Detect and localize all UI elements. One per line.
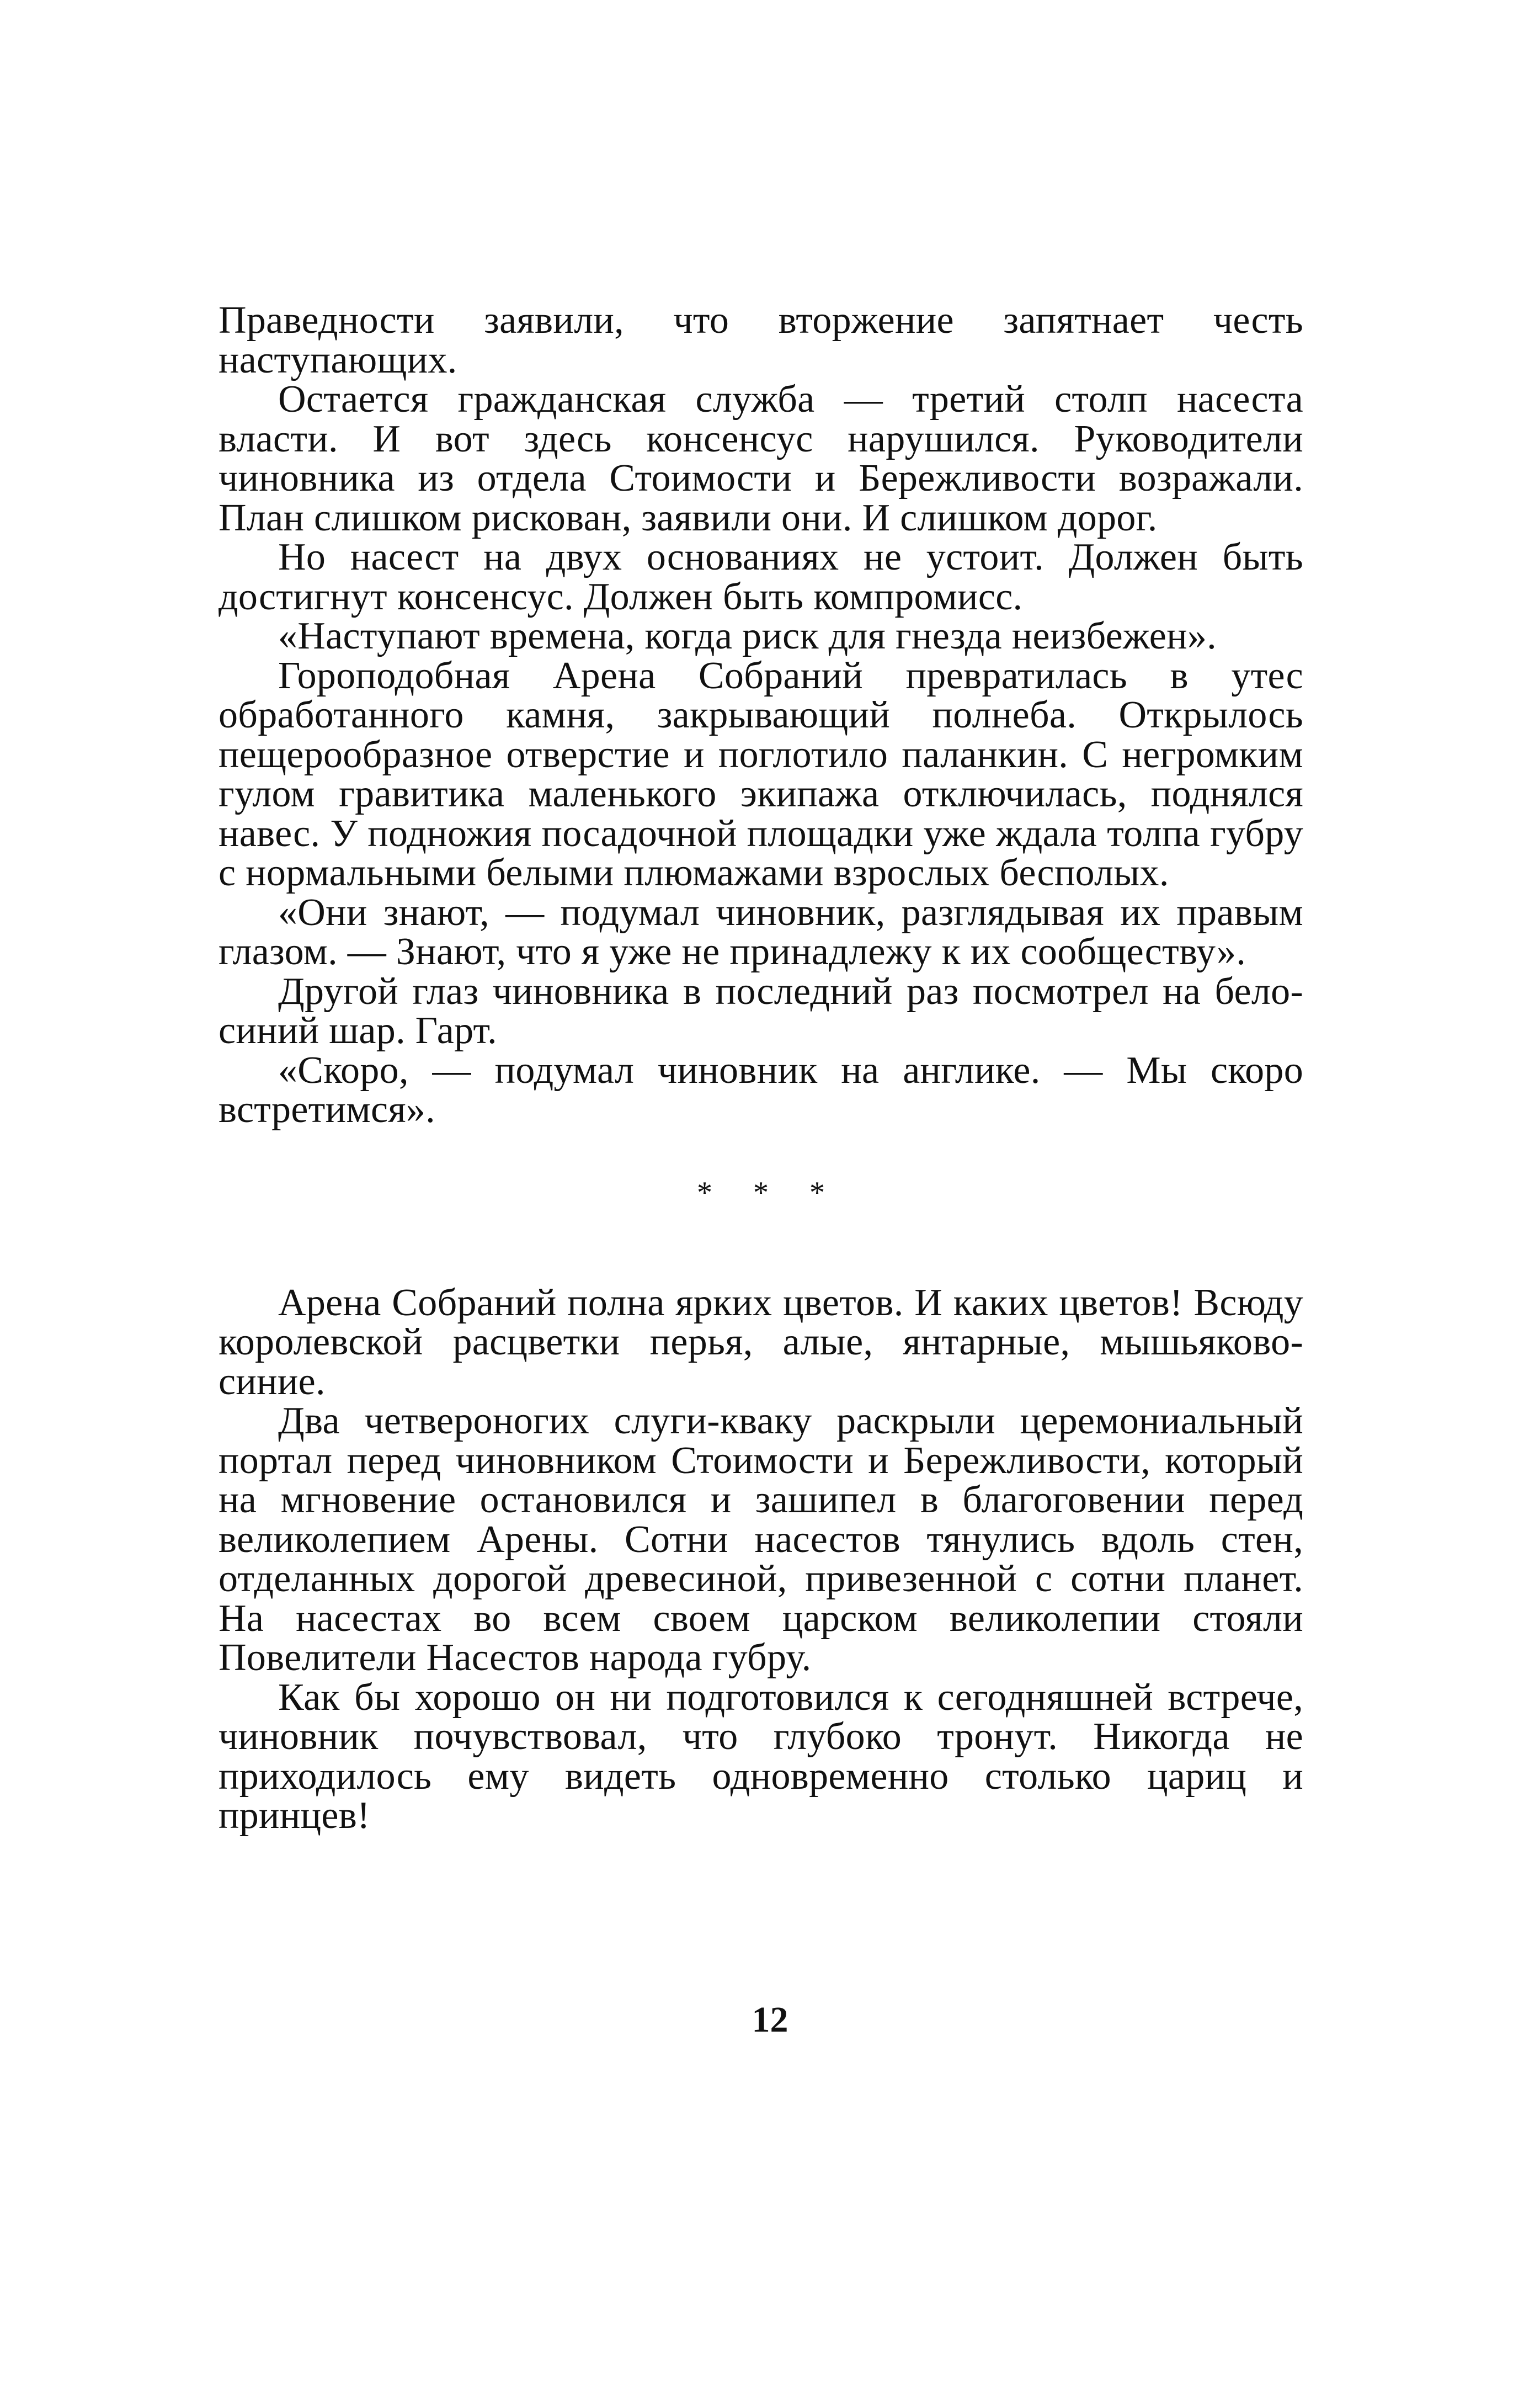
text-block-bottom [219,1283,1303,1836]
section-break: * * * [697,1175,841,1210]
paragraph: «Наступают времена, когда риск для гнезда неизбежен». [278,615,1217,657]
text-block-top [219,301,1303,1130]
paragraph: «Они знают, — подумал чиновник, разглядывая их правым глазом. — Знают, что я уже не принадлежу к их сообществу». [219,891,1303,973]
paragraph: Два четвероногих слуги-кваку раскрыли церемониальный портал перед чиновником Стоимости и Бережливости, который на мгновение остановился и зашипел в благоговении перед великолепием Арены. Сотни насестов тянулись вдоль стен, отделанных дорогой древесиной, привезенной с сотни планет. На насестах во всем своем царском великолепии стояли Повелители Насестов народа губру. [219,1400,1303,1679]
page-number: 12 [752,2000,788,2040]
paragraph: Гороподобная Арена Собраний превратилась в утес обработанного камня, закрывающий полнеба. Открылось пещерообразное отверстие и поглотило паланкин. С негромким гулом гравитика маленького экипажа отключилась, поднялся навес. У подножия посадочной площадки уже ждала толпа губру с нормальными белыми плюмажами взрослых бесполых. [219,654,1303,894]
paragraph: Арена Собраний полна ярких цветов. И каких цветов! Всюду королевской расцветки перья, алые, янтарные, мышьяково-синие. [219,1281,1303,1403]
paragraph: Как бы хорошо он ни подготовился к сегодняшней встрече, чиновник почувствовал, что глубоко тронут. Никогда не приходилось ему видеть одновременно столько цариц и принцев! [219,1676,1303,1837]
paragraph: Праведности заявили, что вторжение запятнает честь наступающих. [219,299,1303,381]
page-body [219,301,1303,1836]
paragraph: Остается гражданская служба — третий столп насеста власти. И вот здесь консенсус нарушился. Руководители чиновника из отдела Стоимости и Бережливости возражали. План слишком рискован, заявили они. И слишком дорог. [219,378,1303,539]
paragraph: «Скоро, — подумал чиновник на англике. — Мы скоро встретимся». [219,1049,1303,1131]
paragraph: Другой глаз чиновника в последний раз посмотрел на бело-синий шар. Гарт. [219,970,1303,1052]
paragraph: Но насест на двух основаниях не устоит. Должен быть достигнут консенсус. Должен быть компромисс. [219,536,1303,618]
